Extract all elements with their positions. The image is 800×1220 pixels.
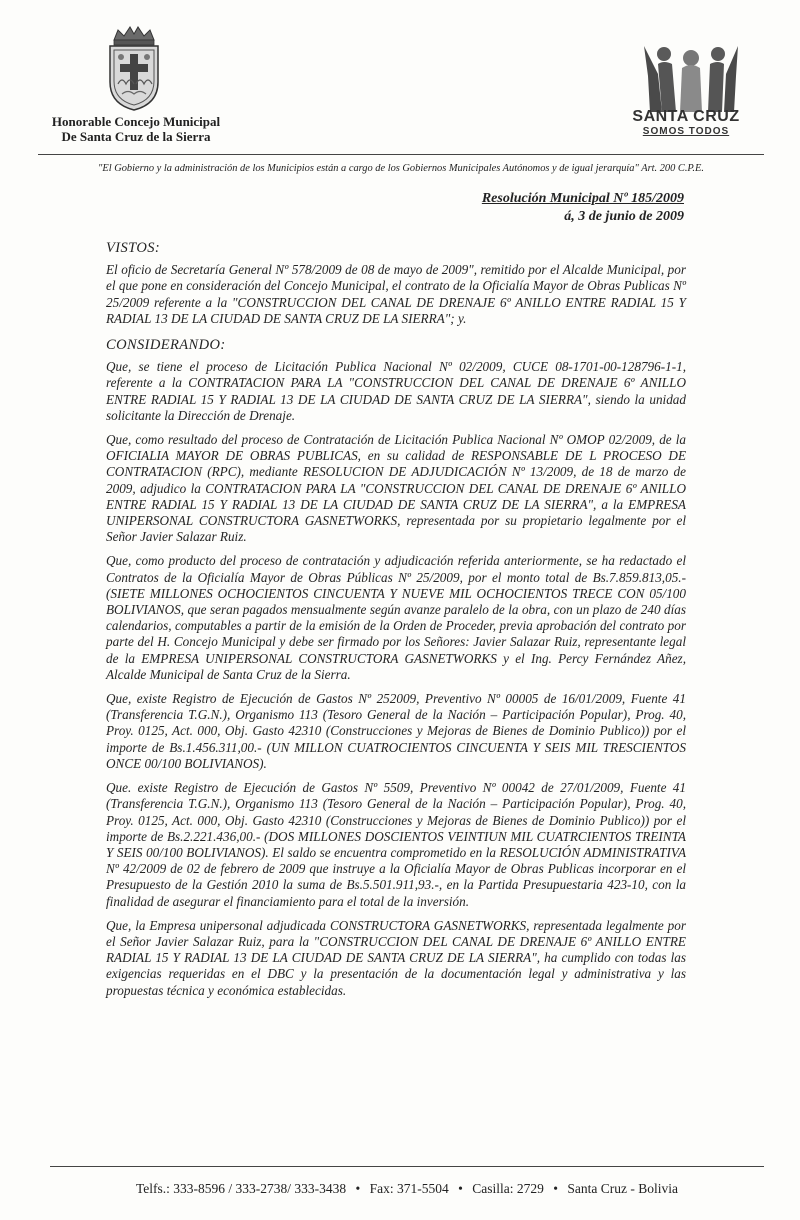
resolution-date: á, 3 de junio de 2009: [564, 209, 684, 224]
considerando-paragraph: Que, existe Registro de Ejecución de Gastos Nº 252009, Preventivo Nº 00005 de 16/01/2009, Fuente 41 (Transferencia T.G.N.), Organismo 113 (Tesoro General de la Nación – Participación Popular), Prog. 40, Proy. 0125, Act. 000, Obj. Gasto 42310 (Construcciones y Mejoras de Bienes de Dominio Publico)) por el importe de Bs.1.456.311,00.- (UN MILLON CUATROCIENTOS CINCUENTA Y SEIS MIL TRESCIENTOS ONCE 00/100 BOLIVIANOS).: [106, 691, 686, 771]
resolution-number: Resolución Municipal Nº 185/2009: [481, 191, 684, 206]
considerando-paragraph: Que, se tiene el proceso de Licitación Publica Nacional Nº 02/2009, CUCE 08-1701-00-128796-1-1, referente a la CONTRATACION PARA LA "CONSTRUCCION DEL CANAL DE DRENAJE 6º ANILLO ENTRE RADIAL 15 Y RADIAL 13 DE LA CIUDAD DE SANTA CRUZ DE LA SIERRA", siendo la unidad solicitante la Dirección de Drenaje.: [106, 359, 686, 423]
considerando-paragraph: Que. existe Registro de Ejecución de Gastos Nº 5509, Preventivo Nº 00042 de 27/01/2009, Fuente 41 (Transferencia T.G.N.), Organismo 113 (Tesoro General de la Nación – Participación Popular), Prog. 40, Proy. 0125, Act. 000, Obj. Gasto 42310 (Construcciones y Mejoras de Bienes de Dominio Publico)) por el importe de Bs.2.221.436,00.- (DOS MILLONES DOSCIENTOS VEINTIUN MIL CUATRCIENTOS TREINTA Y SEIS 00/100 BOLIVIANOS). El saldo se encuentra comprometido en la RESOLUCIÓN ADMINISTRATIVA Nº 42/2009 de 02 de febrero de 2009 que instruye a la Oficialía Mayor de Obras Publicas incorporar en el Presupuesto de la Gestión 2010 la suma de Bs.5.501.911,93.-, en la Partida Presupuestaria 423-10, con la finalidad de asegurar el financiamiento para el total de la inversión.: [106, 780, 686, 909]
footer-fax: Fax: 371-5504: [369, 1181, 449, 1196]
coat-of-arms-icon: [102, 24, 166, 112]
footer-contact: [50, 1180, 764, 1198]
footer-bullet: •: [553, 1181, 558, 1196]
council-name-line1: Honorable Concejo Municipal: [51, 114, 221, 129]
brand-wordmark: [616, 108, 756, 138]
considerando-paragraph: Que, la Empresa unipersonal adjudicada CONSTRUCTORA GASNETWORKS, representada legalmente por el Señor Javier Salazar Ruiz, para la "CONSTRUCCION DEL CANAL DE DRENAJE 6º ANILLO ENTRE RADIAL 15 Y RADIAL 13 DE LA CIUDAD DE SANTA CRUZ DE LA SIERRA", ha cumplido con todas las exigencias requeridas en el DBC y la presentación de la documentación legal y administrativa y las propuestas técnica y económica establecidas.: [106, 917, 686, 998]
considerando-paragraph: Que, como resultado del proceso de Contratación de Licitación Publica Nacional Nº OMOP 02/2009, de la OFICIALIA MAYOR DE OBRAS PUBLICAS, en su calidad de RESPONSABLE DE L PROCESO DE CONTRATACION (RPC), mediante RESOLUCION DE ADJUDICACIÓN Nº 13/2009, de 18 de marzo de 2009, adjudico la CONTRATACION PARA LA "CONSTRUCCION DEL CANAL DE DRENAJE 6º ANILLO ENTRE RADIAL 15 Y RADIAL 13 DE LA CIUDAD DE SANTA CRUZ DE LA SIERRA", a la EMPRESA UNIPERSONAL CONSTRUCTORA GASNETWORKS, representada por su propietario legalmente por el Señor Javier Salazar Ruiz.: [106, 432, 686, 545]
constitution-quote: "El Gobierno y la administración de los Municipios están a cargo de los Gobiernos Municipales Autónomos y de igual jerarquía" Art. 200 C.P.E.: [98, 163, 704, 174]
vistos-heading: VISTOS:: [106, 240, 161, 256]
footer-city: Santa Cruz - Bolivia: [567, 1181, 678, 1196]
brand-slogan: SOMOS TODOS: [642, 126, 730, 137]
considerando-heading: CONSIDERANDO:: [106, 337, 226, 354]
council-name-line2: De Santa Cruz de la Sierra: [61, 129, 211, 144]
footer-phones: Telfs.: 333-8596 / 333-2738/ 333-3438: [136, 1181, 347, 1196]
santa-cruz-logo-icon: [636, 40, 746, 112]
council-name: [40, 114, 232, 144]
document-body: [106, 240, 686, 1007]
footer-divider: [50, 1166, 764, 1167]
footer-bullet: •: [355, 1181, 361, 1196]
considerando-paragraph: Que, como producto del proceso de contratación y adjudicación referida anteriormente, se ha redactado el Contratos de la Oficialía Mayor de Obras Públicas Nº 25/2009, por el monto total de Bs.7.859.813,05.- (SIETE MILLONES OCHOCIENTOS CINCUENTA Y NUEVE MIL OCHOCIENTOS TRECE CON 05/100 BOLIVIANOS, que seran pagados mensualmente según avanze paralelo de la obra, con un plazo de 240 días calendarios, computables a partir de la emisión de la Orden de Proceder, previa aprobación del contrato por parte del H. Concejo Municipal y debe ser firmado por los Señores: Javier Salazar Ruiz, representante legal de la EMPRESA UNIPERSONAL CONSTRUCTORA GASNETWORKS y el Ing. Percy Fernández Añez, Alcalde Municipal de Santa Cruz de la Sierra.: [106, 553, 686, 682]
vistos-paragraph: El oficio de Secretaría General Nº 578/2009 de 08 de mayo de 2009", remitido por el Alcalde Municipal, por el que pone en consideración del Concejo Municipal, el contrato de la Oficialía Mayor de Obras Publicas Nº 25/2009 referente a la "CONSTRUCCION DEL CANAL DE DRENAJE 6º ANILLO ENTRE RADIAL 15 Y RADIAL 13 DE LA CIUDAD DE SANTA CRUZ DE LA SIERRA"; y.: [106, 262, 686, 326]
header-divider: [38, 154, 764, 155]
brand-name: SANTA CRUZ: [632, 108, 740, 125]
footer-bullet: •: [458, 1181, 463, 1196]
footer-casilla: Casilla: 2729: [472, 1181, 544, 1196]
